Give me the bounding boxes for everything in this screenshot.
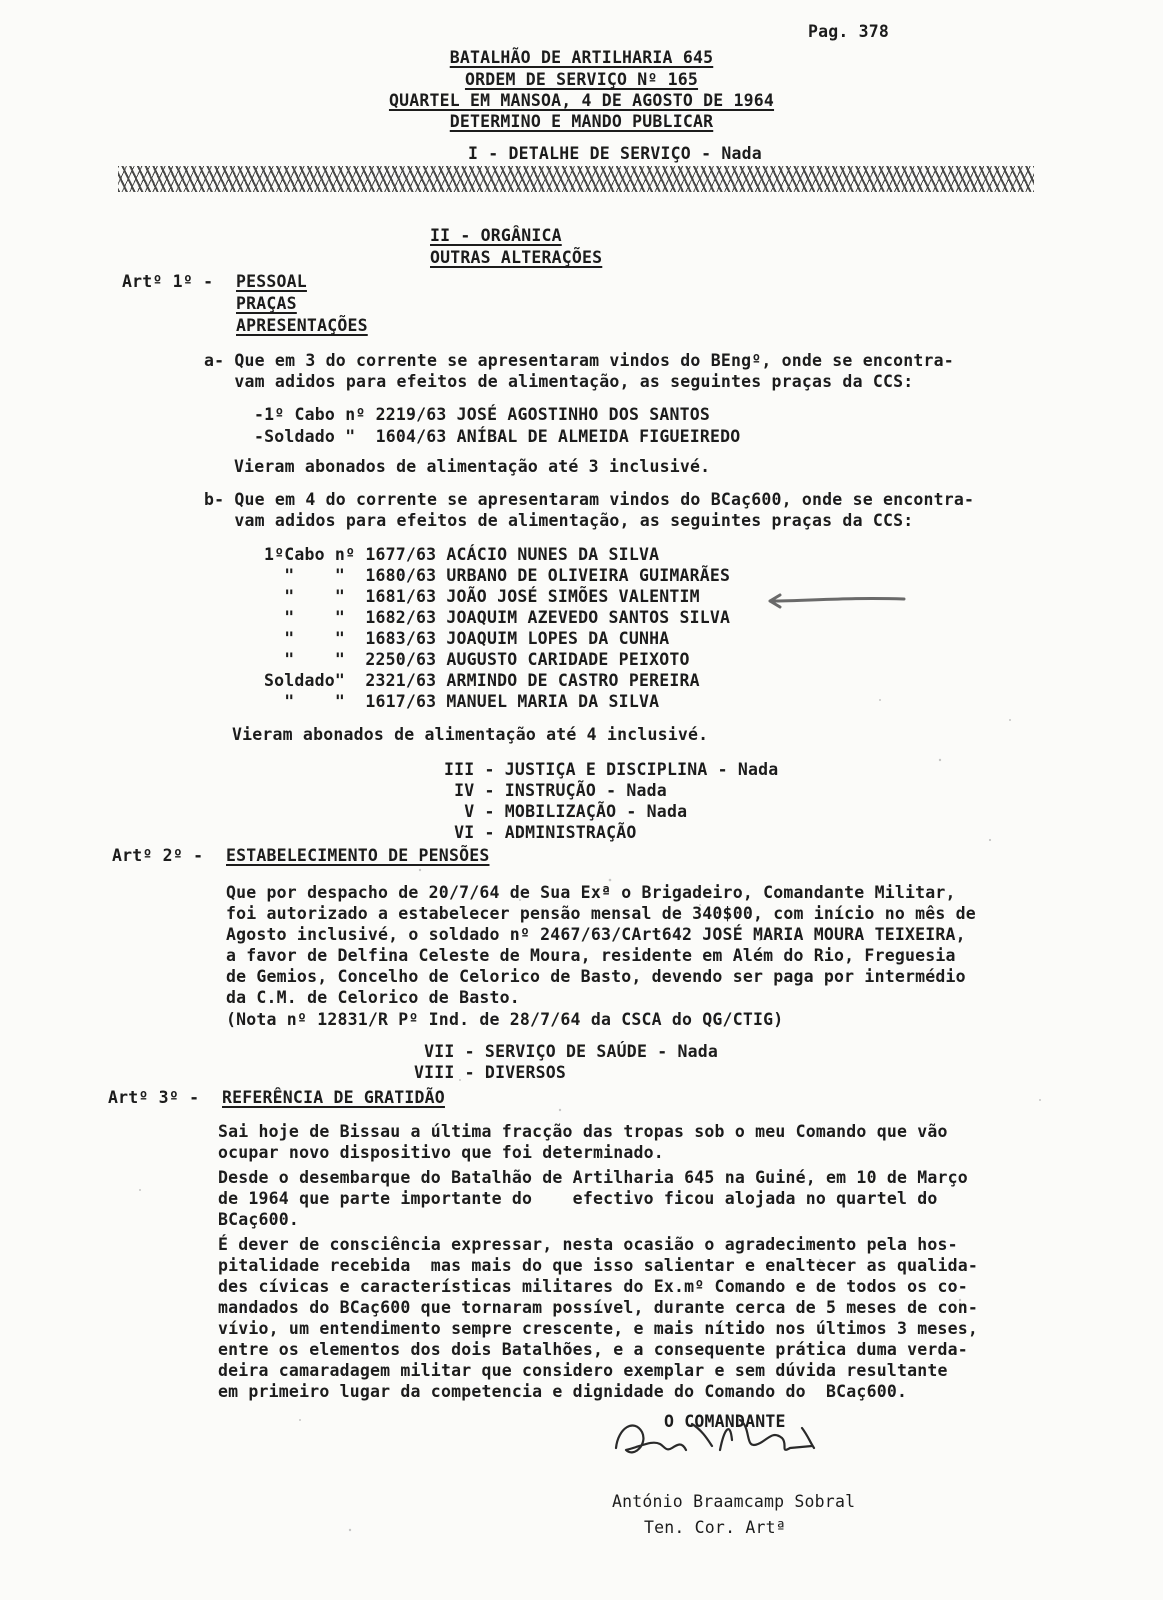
art1-heading-pessoal: PESSOAL (236, 272, 307, 291)
art3-line-6: É dever de consciência expressar, nesta ocasião o agradecimento pela hos- (218, 1235, 958, 1254)
section-vi: VI - ADMINISTRAÇÃO (444, 823, 637, 842)
art3-line-7: pitalidade recebida mas mais do que isso salientar e enaltecer as qualida- (218, 1256, 979, 1275)
header-publish: DETERMINO E MANDO PUBLICAR (449, 112, 714, 131)
section-ii-subtitle: OUTRAS ALTERAÇÕES (430, 248, 603, 267)
section-ii-title: II - ORGÂNICA (430, 226, 562, 245)
art3-line-1: Sai hoje de Bissau a última fracção das tropas sob o meu Comando que vão (218, 1122, 948, 1141)
art3-line-9: mandados do BCaç600 que tornaram possível, durante cerca de 5 meses de con- (218, 1298, 979, 1317)
handwritten-signature (612, 1400, 852, 1470)
art1-b-person-2: " " 1680/63 URBANO DE OLIVEIRA GUIMARÃES (264, 566, 731, 585)
art1-b-person-1: 1ºCabo nº 1677/63 ACÁCIO NUNES DA SILVA (264, 545, 660, 564)
art1-b-person-8: " " 1617/63 MANUEL MARIA DA SILVA (264, 692, 660, 711)
header-order: ORDEM DE SERVIÇO Nº 165 (464, 70, 699, 89)
art1-b-footer: Vieram abonados de alimentação até 4 inclusivé. (232, 725, 709, 744)
art1-a-footer: Vieram abonados de alimentação até 3 inclusivé. (234, 457, 711, 476)
art3-line-12: deira camaradagem militar que considero exemplar e sem dúvida resultante (218, 1361, 948, 1380)
art2-line-2: foi autorizado a estabelecer pensão mensal de 340$00, com início no mês de (226, 904, 976, 923)
art2-heading: ESTABELECIMENTO DE PENSÕES (226, 846, 490, 865)
art2-line-1: Que por despacho de 20/7/64 de Sua Exª o Brigadeiro, Comandante Militar, (226, 883, 956, 902)
signature-rank: Ten. Cor. Artª (644, 1518, 786, 1537)
art1-b-person-6: " " 2250/63 AUGUSTO CARIDADE PEIXOTO (264, 650, 690, 669)
page-number: Pag. 378 (808, 22, 890, 41)
art1-label: Artº 1º - (122, 272, 214, 291)
signature-name: António Braamcamp Sobral (612, 1492, 856, 1511)
art2-label: Artº 2º - (112, 846, 204, 865)
art3-line-11: entre os elementos dos dois Batalhões, e a consequente prática duma verda- (218, 1340, 968, 1359)
art1-a-person-2: -Soldado " 1604/63 ANÍBAL DE ALMEIDA FIGUEIREDO (254, 427, 741, 446)
art1-a-line2: vam adidos para efeitos de alimentação, as seguintes praças da CCS: (204, 372, 914, 391)
art2-line-5: de Gemios, Concelho de Celorico de Basto, devendo ser paga por intermédio (226, 967, 966, 986)
art1-b-person-3: " " 1681/63 JOÃO JOSÉ SIMÕES VALENTIM (264, 587, 700, 606)
art1-b-line1: b- Que em 4 do corrente se apresentaram vindos do BCaç600, onde se encontra- (204, 490, 975, 509)
art1-a-line1: a- Que em 3 do corrente se apresentaram vindos do BEngº, onde se encontra- (204, 351, 954, 370)
art3-heading: REFERÊNCIA DE GRATIDÃO (222, 1088, 445, 1107)
section-v: V - MOBILIZAÇÃO - Nada (444, 802, 688, 821)
art3-line-5: BCaç600. (218, 1210, 300, 1229)
art1-heading-apresentacoes: APRESENTAÇÕES (236, 316, 368, 335)
art2-line-4: a favor de Delfina Celeste de Moura, residente em Além do Rio, Freguesia (226, 946, 956, 965)
art1-a-person-1: -1º Cabo nº 2219/63 JOSÉ AGOSTINHO DOS SANTOS (254, 405, 711, 424)
signature-title: O COMANDANTE (664, 1412, 786, 1431)
separator-hatch (118, 166, 1034, 192)
section-viii: VIII - DIVERSOS (414, 1063, 567, 1082)
art3-line-13: em primeiro lugar da competencia e dignidade do Comando do BCaç600. (218, 1382, 908, 1401)
section-iv: IV - INSTRUÇÃO - Nada (444, 781, 667, 800)
art1-b-person-4: " " 1682/63 JOAQUIM AZEVEDO SANTOS SILVA (264, 608, 731, 627)
art1-b-person-5: " " 1683/63 JOAQUIM LOPES DA CUNHA (264, 629, 670, 648)
art2-line-3: Agosto inclusivé, o soldado nº 2467/63/CArt642 JOSÉ MARIA MOURA TEIXEIRA, (226, 925, 966, 944)
art3-label: Artº 3º - (108, 1088, 200, 1107)
art3-line-3: Desde o desembarque do Batalhão de Artilharia 645 na Guiné, em 10 de Março (218, 1168, 968, 1187)
art2-line-7: (Nota nº 12831/R Pº Ind. de 28/7/64 da CSCA do QG/CTIG) (226, 1010, 784, 1029)
art3-line-2: ocupar novo dispositivo que foi determinado. (218, 1143, 664, 1162)
art1-b-person-7: Soldado" 2321/63 ARMINDO DE CASTRO PEREIRA (264, 671, 700, 690)
art1-b-line2: vam adidos para efeitos de alimentação, as seguintes praças da CCS: (204, 511, 914, 530)
header-place-date: QUARTEL EM MANSOA, 4 DE AGOSTO DE 1964 (388, 91, 775, 110)
section-i-heading: I - DETALHE DE SERVIÇO - Nada (468, 144, 762, 163)
art3-line-4: de 1964 que parte importante do efectivo ficou alojada no quartel do (218, 1189, 938, 1208)
art3-line-10: vívio, um entendimento sempre crescente, e mais nítido nos últimos 3 meses, (218, 1319, 979, 1338)
section-iii: III - JUSTIÇA E DISCIPLINA - Nada (444, 760, 779, 779)
art1-heading-pracas: PRAÇAS (236, 294, 297, 313)
art3-line-8: des cívicas e características militares do Ex.mº Comando e de todos os co- (218, 1277, 968, 1296)
section-vii: VII - SERVIÇO DE SAÚDE - Nada (414, 1042, 719, 1061)
handwritten-arrow-icon (768, 592, 908, 612)
art2-line-6: da C.M. de Celorico de Basto. (226, 988, 520, 1007)
header-battalion: BATALHÃO DE ARTILHARIA 645 (449, 48, 714, 67)
